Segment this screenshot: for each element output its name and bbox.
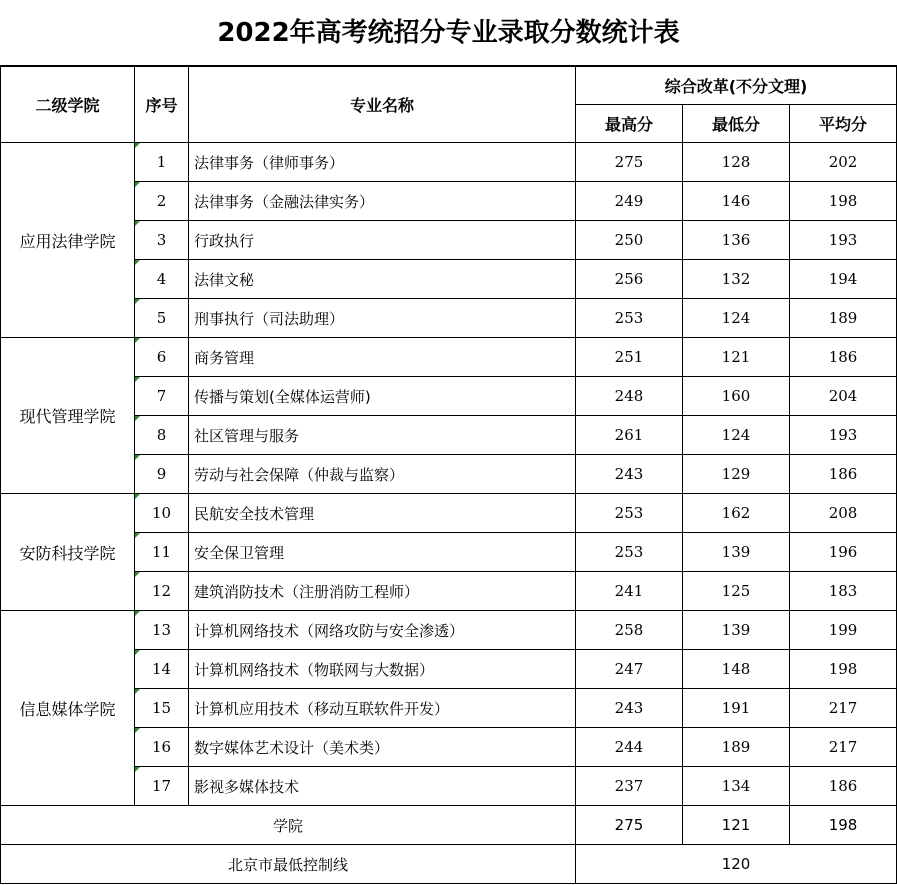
min-cell: 139 <box>683 611 790 650</box>
avg-cell: 186 <box>790 455 897 494</box>
cell-marker-icon <box>135 494 140 499</box>
college-cell: 应用法律学院 <box>1 143 135 338</box>
seq-cell: 15 <box>135 689 189 728</box>
major-cell: 计算机网络技术（网络攻防与安全渗透） <box>189 611 576 650</box>
avg-cell: 202 <box>790 143 897 182</box>
cell-marker-icon <box>135 689 140 694</box>
cell-marker-icon <box>135 260 140 265</box>
avg-cell: 194 <box>790 260 897 299</box>
seq-cell: 9 <box>135 455 189 494</box>
seq-cell: 11 <box>135 533 189 572</box>
cell-marker-icon <box>135 143 140 148</box>
max-cell: 244 <box>576 728 683 767</box>
table-row <box>1 650 897 689</box>
avg-cell: 193 <box>790 416 897 455</box>
seq-cell: 12 <box>135 572 189 611</box>
seq-cell: 10 <box>135 494 189 533</box>
table-row <box>1 767 897 806</box>
max-cell: 250 <box>576 221 683 260</box>
control-line-value: 120 <box>576 845 897 884</box>
min-cell: 162 <box>683 494 790 533</box>
seq-cell: 13 <box>135 611 189 650</box>
page-title: 2022年高考统招分专业录取分数统计表 <box>0 0 897 66</box>
cell-marker-icon <box>135 533 140 538</box>
seq-cell: 17 <box>135 767 189 806</box>
avg-cell: 199 <box>790 611 897 650</box>
major-cell: 法律事务（金融法律实务） <box>189 182 576 221</box>
cell-marker-icon <box>135 221 140 226</box>
table-row <box>1 260 897 299</box>
max-cell: 256 <box>576 260 683 299</box>
summary-avg: 198 <box>790 806 897 845</box>
avg-cell: 217 <box>790 728 897 767</box>
min-cell: 139 <box>683 533 790 572</box>
table-row <box>1 182 897 221</box>
control-line-row <box>1 845 897 884</box>
major-cell: 刑事执行（司法助理） <box>189 299 576 338</box>
max-cell: 241 <box>576 572 683 611</box>
major-cell: 行政执行 <box>189 221 576 260</box>
min-cell: 134 <box>683 767 790 806</box>
seq-cell: 6 <box>135 338 189 377</box>
seq-cell: 3 <box>135 221 189 260</box>
major-cell: 劳动与社会保障（仲裁与监察） <box>189 455 576 494</box>
cell-marker-icon <box>135 182 140 187</box>
seq-cell: 5 <box>135 299 189 338</box>
max-cell: 275 <box>576 143 683 182</box>
major-cell: 法律事务（律师事务） <box>189 143 576 182</box>
max-cell: 237 <box>576 767 683 806</box>
major-cell: 安全保卫管理 <box>189 533 576 572</box>
avg-cell: 204 <box>790 377 897 416</box>
avg-cell: 208 <box>790 494 897 533</box>
avg-cell: 217 <box>790 689 897 728</box>
cell-marker-icon <box>135 416 140 421</box>
major-cell: 商务管理 <box>189 338 576 377</box>
summary-min: 121 <box>683 806 790 845</box>
max-cell: 248 <box>576 377 683 416</box>
max-cell: 243 <box>576 689 683 728</box>
max-cell: 251 <box>576 338 683 377</box>
table-row <box>1 572 897 611</box>
score-table <box>0 66 897 884</box>
table-row <box>1 338 897 377</box>
header-avg: 平均分 <box>790 105 897 143</box>
max-cell: 253 <box>576 533 683 572</box>
avg-cell: 183 <box>790 572 897 611</box>
min-cell: 121 <box>683 338 790 377</box>
control-line-label: 北京市最低控制线 <box>1 845 576 884</box>
table-row <box>1 689 897 728</box>
cell-marker-icon <box>135 377 140 382</box>
college-cell: 信息媒体学院 <box>1 611 135 806</box>
summary-label: 学院 <box>1 806 576 845</box>
table-row <box>1 494 897 533</box>
major-cell: 影视多媒体技术 <box>189 767 576 806</box>
header-major: 专业名称 <box>189 67 576 143</box>
college-cell: 安防科技学院 <box>1 494 135 611</box>
max-cell: 253 <box>576 299 683 338</box>
seq-cell: 7 <box>135 377 189 416</box>
avg-cell: 193 <box>790 221 897 260</box>
seq-cell: 16 <box>135 728 189 767</box>
min-cell: 132 <box>683 260 790 299</box>
table-row <box>1 299 897 338</box>
seq-cell: 14 <box>135 650 189 689</box>
cell-marker-icon <box>135 299 140 304</box>
cell-marker-icon <box>135 767 140 772</box>
table-row <box>1 416 897 455</box>
summary-row <box>1 806 897 845</box>
major-cell: 计算机网络技术（物联网与大数据） <box>189 650 576 689</box>
major-cell: 社区管理与服务 <box>189 416 576 455</box>
header-seq: 序号 <box>135 67 189 143</box>
min-cell: 191 <box>683 689 790 728</box>
min-cell: 148 <box>683 650 790 689</box>
table-row <box>1 143 897 182</box>
min-cell: 124 <box>683 299 790 338</box>
table-row <box>1 611 897 650</box>
seq-cell: 2 <box>135 182 189 221</box>
cell-marker-icon <box>135 650 140 655</box>
major-cell: 计算机应用技术（移动互联软件开发） <box>189 689 576 728</box>
table-row <box>1 221 897 260</box>
max-cell: 249 <box>576 182 683 221</box>
min-cell: 136 <box>683 221 790 260</box>
min-cell: 124 <box>683 416 790 455</box>
header-max: 最高分 <box>576 105 683 143</box>
avg-cell: 189 <box>790 299 897 338</box>
seq-cell: 8 <box>135 416 189 455</box>
seq-cell: 1 <box>135 143 189 182</box>
min-cell: 125 <box>683 572 790 611</box>
major-cell: 传播与策划(全媒体运营师) <box>189 377 576 416</box>
header-group: 综合改革(不分文理) <box>576 67 897 105</box>
avg-cell: 196 <box>790 533 897 572</box>
max-cell: 261 <box>576 416 683 455</box>
avg-cell: 198 <box>790 182 897 221</box>
header-college: 二级学院 <box>1 67 135 143</box>
table-row <box>1 533 897 572</box>
table-row <box>1 728 897 767</box>
max-cell: 253 <box>576 494 683 533</box>
header-min: 最低分 <box>683 105 790 143</box>
avg-cell: 198 <box>790 650 897 689</box>
max-cell: 243 <box>576 455 683 494</box>
major-cell: 数字媒体艺术设计（美术类） <box>189 728 576 767</box>
college-cell: 现代管理学院 <box>1 338 135 494</box>
avg-cell: 186 <box>790 767 897 806</box>
min-cell: 128 <box>683 143 790 182</box>
major-cell: 民航安全技术管理 <box>189 494 576 533</box>
summary-max: 275 <box>576 806 683 845</box>
min-cell: 189 <box>683 728 790 767</box>
seq-cell: 4 <box>135 260 189 299</box>
cell-marker-icon <box>135 728 140 733</box>
table-row <box>1 377 897 416</box>
min-cell: 160 <box>683 377 790 416</box>
min-cell: 129 <box>683 455 790 494</box>
max-cell: 258 <box>576 611 683 650</box>
table-row <box>1 455 897 494</box>
major-cell: 法律文秘 <box>189 260 576 299</box>
avg-cell: 186 <box>790 338 897 377</box>
cell-marker-icon <box>135 455 140 460</box>
cell-marker-icon <box>135 572 140 577</box>
min-cell: 146 <box>683 182 790 221</box>
cell-marker-icon <box>135 338 140 343</box>
major-cell: 建筑消防技术（注册消防工程师） <box>189 572 576 611</box>
cell-marker-icon <box>135 611 140 616</box>
max-cell: 247 <box>576 650 683 689</box>
